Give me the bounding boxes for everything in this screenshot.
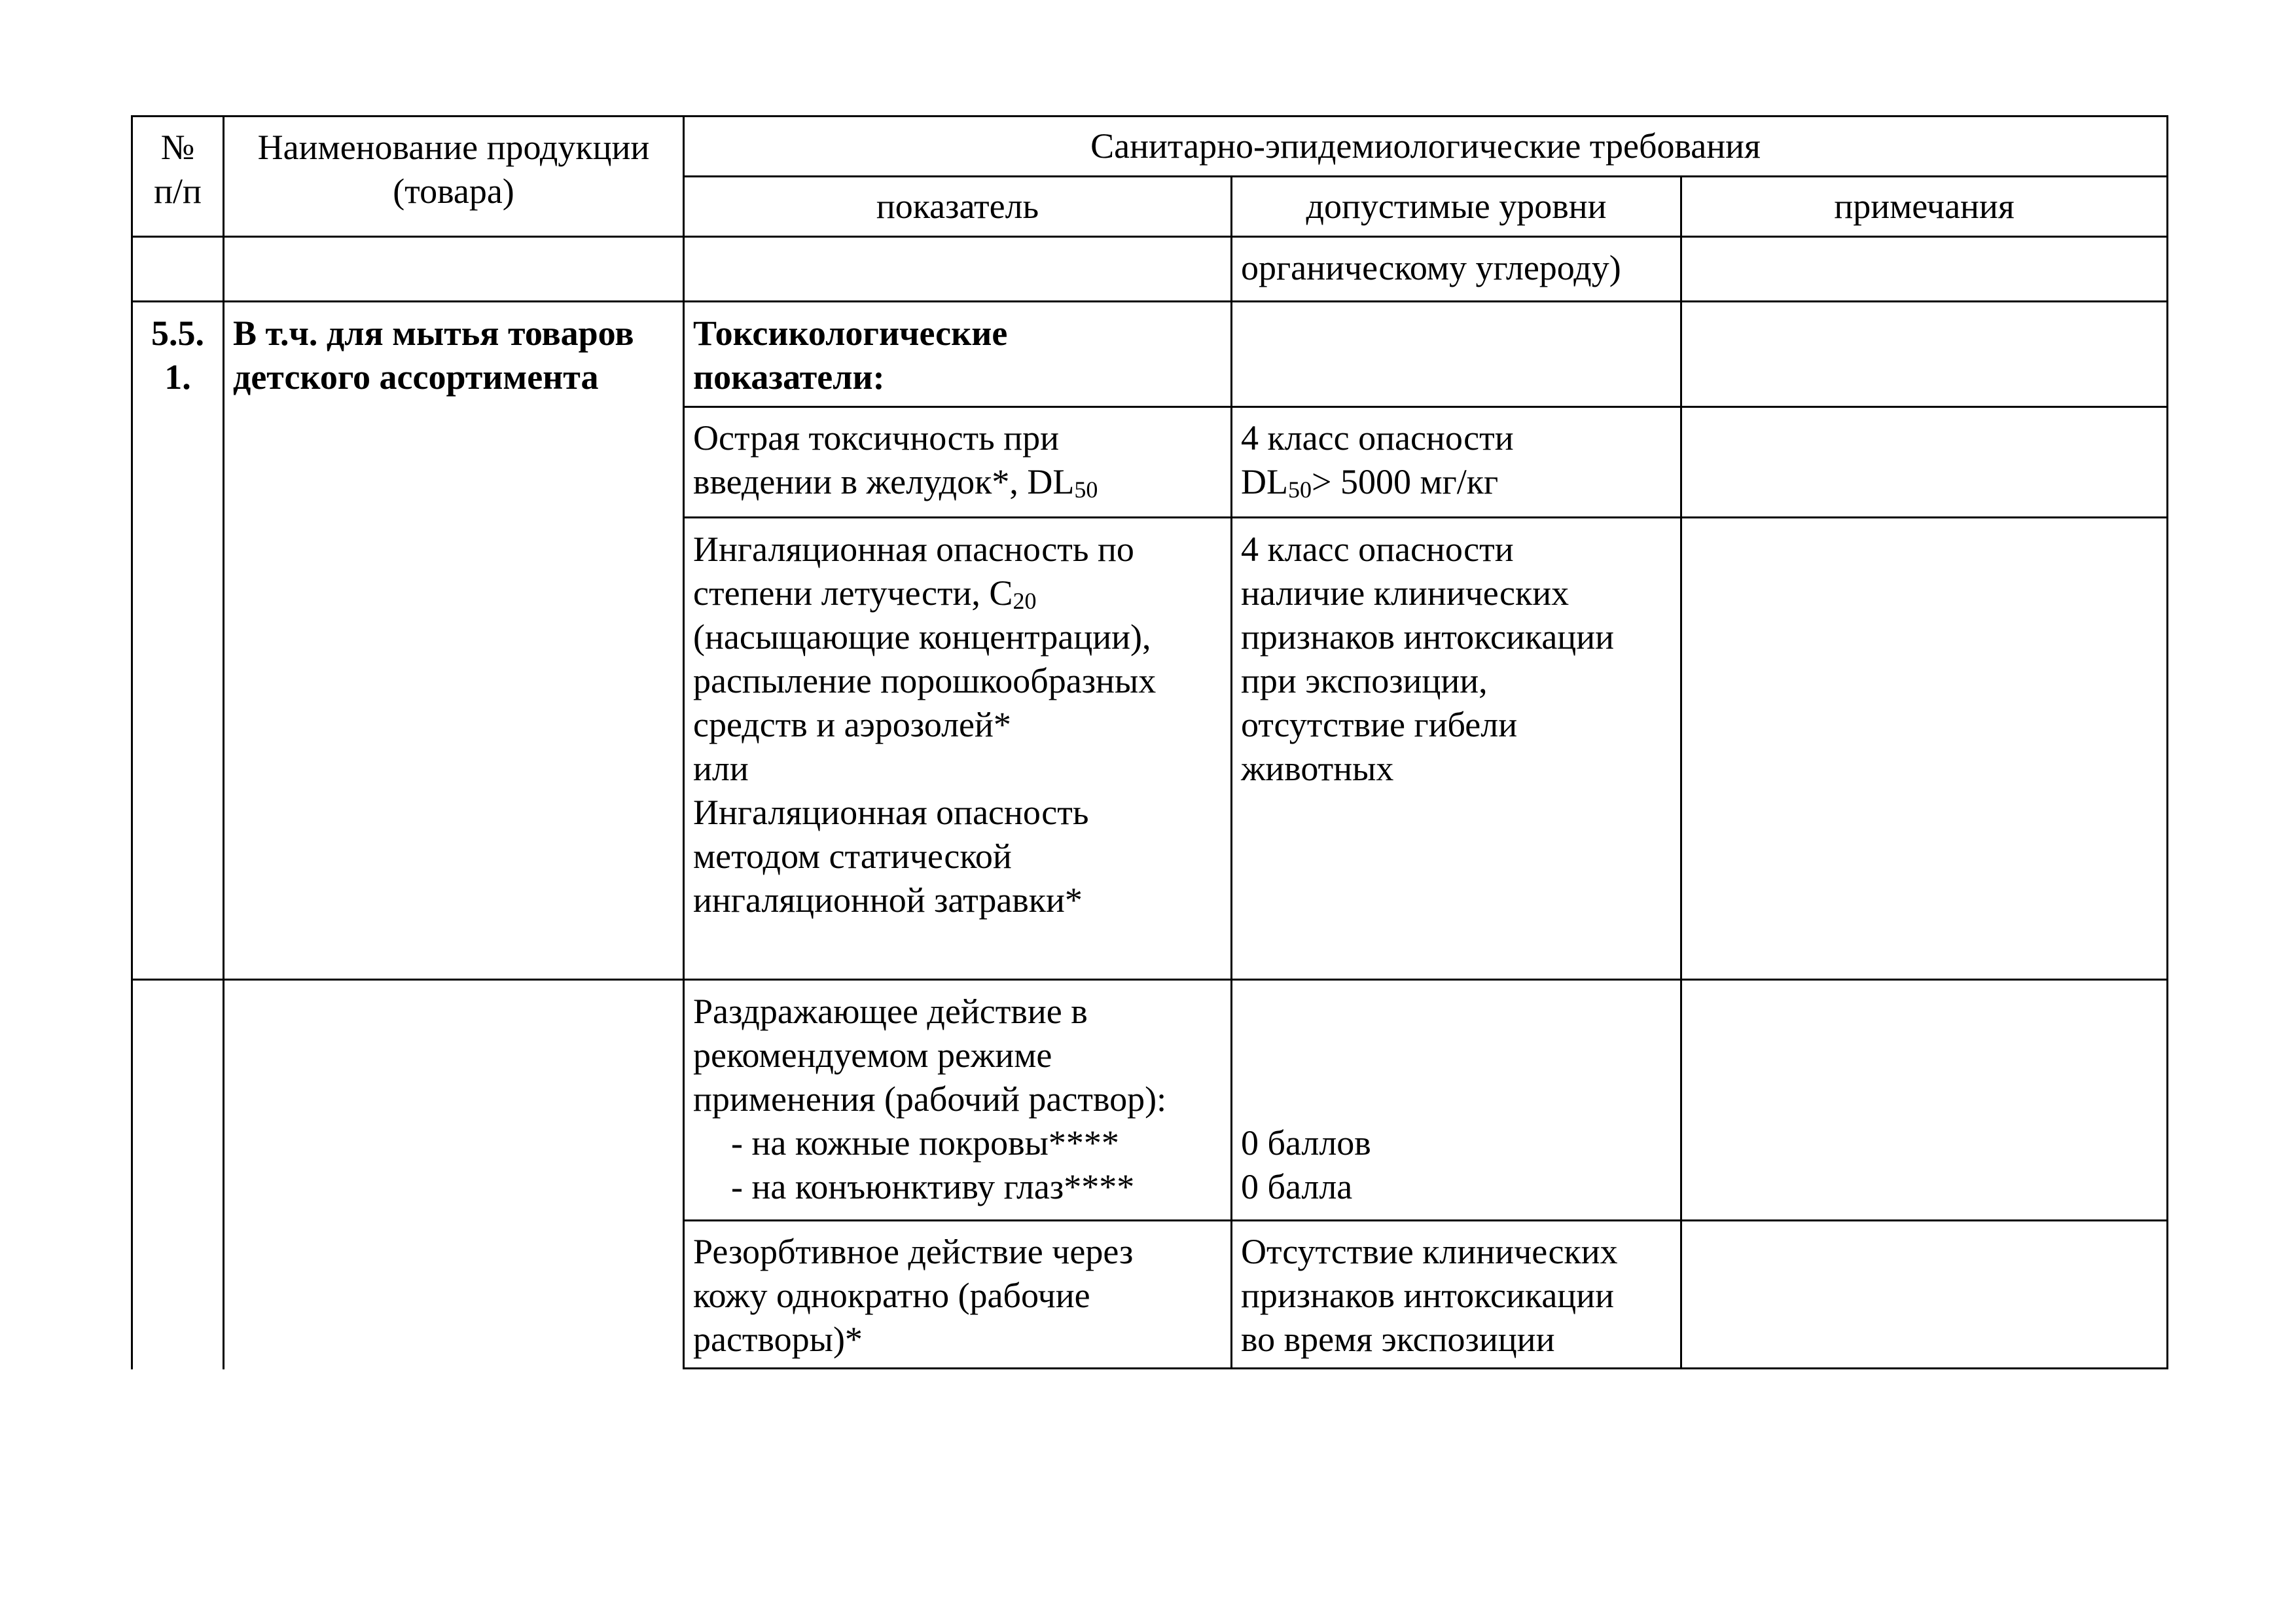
row1-levels-line2 <box>1241 460 1679 504</box>
row4-levels-line2: признаков интоксикации <box>1241 1276 1615 1315</box>
carry-row-bottom-line <box>131 300 2168 302</box>
header-levels: допустимые уровни <box>1306 187 1607 226</box>
row2-indicator-line4: распыление порошкообразных <box>693 661 1157 700</box>
section-row-bottom-line <box>683 406 2168 408</box>
row1-bottom-line <box>683 516 2168 518</box>
row2-levels-line4: при экспозиции, <box>1241 661 1488 700</box>
num-col-divider <box>223 115 224 1369</box>
section-num-line1: 5.5. <box>151 314 204 353</box>
row2-indicator-line9: ингаляционной затравки* <box>693 880 1083 920</box>
row3-indicator-line3: применения (рабочий раствор): <box>693 1079 1167 1119</box>
row2-indicator-line6: или <box>693 749 749 788</box>
row1-levels-dl: DL <box>1241 462 1288 501</box>
row1-indicator-line2 <box>693 460 1230 504</box>
section-name-line1: В т.ч. для мытья товаров <box>233 314 634 353</box>
row1-indicator-subscript: 50 <box>1074 477 1098 503</box>
row2-levels-line6: животных <box>1241 749 1394 788</box>
section-num <box>133 312 223 399</box>
indicator-col-divider <box>1230 175 1232 1369</box>
row4-indicator <box>693 1230 1230 1362</box>
section-name <box>233 312 685 399</box>
header-num-line2: п/п <box>154 171 202 211</box>
row1-levels <box>1241 416 1679 504</box>
row1-levels-subscript: 50 <box>1287 477 1312 503</box>
table-border-right <box>2166 115 2168 1369</box>
section-num-line2: 1. <box>164 357 191 397</box>
header-num-line1: № <box>160 128 195 167</box>
row3-indicator-line4: - на кожные покровы**** <box>731 1123 1119 1163</box>
row4-indicator-line1: Резорбтивное действие через <box>693 1232 1134 1271</box>
section-indicator <box>693 312 1230 399</box>
row2-indicator <box>693 528 1230 922</box>
row3-indicator <box>693 990 1230 1209</box>
row4-indicator-line2: кожу однократно (рабочие <box>693 1276 1090 1315</box>
row2-levels-line1: 4 класс опасности <box>1241 530 1514 569</box>
row2-levels <box>1241 528 1679 791</box>
row2-levels-line3: признаков интоксикации <box>1241 617 1615 657</box>
row3-levels <box>1241 1121 1679 1209</box>
header-notes: примечания <box>1834 187 2015 226</box>
header-bottom-line <box>131 236 2168 238</box>
row2-indicator-line7: Ингаляционная опасность <box>693 793 1089 832</box>
row4-bottom-line <box>683 1367 2168 1369</box>
row3-indicator-line2: рекомендуемом режиме <box>693 1036 1052 1075</box>
row3-bottom-line <box>683 1219 2168 1221</box>
row2-indicator-line3: (насыщающие концентрации), <box>693 617 1151 657</box>
row4-indicator-line3: растворы)* <box>693 1320 863 1359</box>
row4-levels-line1: Отсутствие клинических <box>1241 1232 1618 1271</box>
row2-indicator-line2-text: степени летучести, С <box>693 573 1013 613</box>
row2-indicator-line2 <box>693 571 1230 615</box>
row2-bottom-line <box>131 979 2168 981</box>
row3-indicator-line5: - на конъюнктиву глаз**** <box>731 1167 1135 1206</box>
row3-levels-line1: 0 баллов <box>1241 1123 1371 1163</box>
header-indicator: показатель <box>876 187 1039 226</box>
header-group: Санитарно-эпидемиологические требования <box>1090 126 1761 166</box>
row2-indicator-line8: методом статической <box>693 837 1012 876</box>
row2-indicator-subscript: 20 <box>1013 588 1037 614</box>
row4-levels-line3: во время экспозиции <box>1241 1320 1555 1359</box>
row4-levels <box>1241 1230 1679 1362</box>
header-name-line1: Наименование продукции <box>257 128 650 167</box>
row1-indicator-line2-text: введении в желудок*, DL <box>693 462 1075 501</box>
row1-levels-line1: 4 класс опасности <box>1241 418 1514 458</box>
subheader-divider <box>683 175 2168 177</box>
row1-levels-value: > 5000 мг/кг <box>1311 462 1499 501</box>
table-border-left <box>131 115 133 1369</box>
carry-row-levels: органическому углероду) <box>1241 248 1621 287</box>
row2-indicator-line5: средств и аэрозолей* <box>693 705 1011 744</box>
section-indicator-line1: Токсикологические <box>693 314 1008 353</box>
section-indicator-line2: показатели: <box>693 357 885 397</box>
name-col-divider <box>683 115 685 1369</box>
row1-indicator <box>693 416 1230 504</box>
requirements-table <box>131 115 2166 1359</box>
header-name <box>224 126 683 213</box>
row3-levels-line2: 0 балла <box>1241 1167 1353 1206</box>
header-name-line2: (товара) <box>393 171 514 211</box>
row1-indicator-line1: Острая токсичность при <box>693 418 1060 458</box>
row2-indicator-line1: Ингаляционная опасность по <box>693 530 1134 569</box>
levels-col-divider <box>1680 175 1682 1369</box>
row2-levels-line5: отсутствие гибели <box>1241 705 1518 744</box>
table-border-top <box>131 115 2168 117</box>
row3-indicator-line1: Раздражающее действие в <box>693 992 1088 1031</box>
row2-levels-line2: наличие клинических <box>1241 573 1570 613</box>
section-name-line2: детского ассортимента <box>233 357 599 397</box>
header-num <box>133 126 223 213</box>
